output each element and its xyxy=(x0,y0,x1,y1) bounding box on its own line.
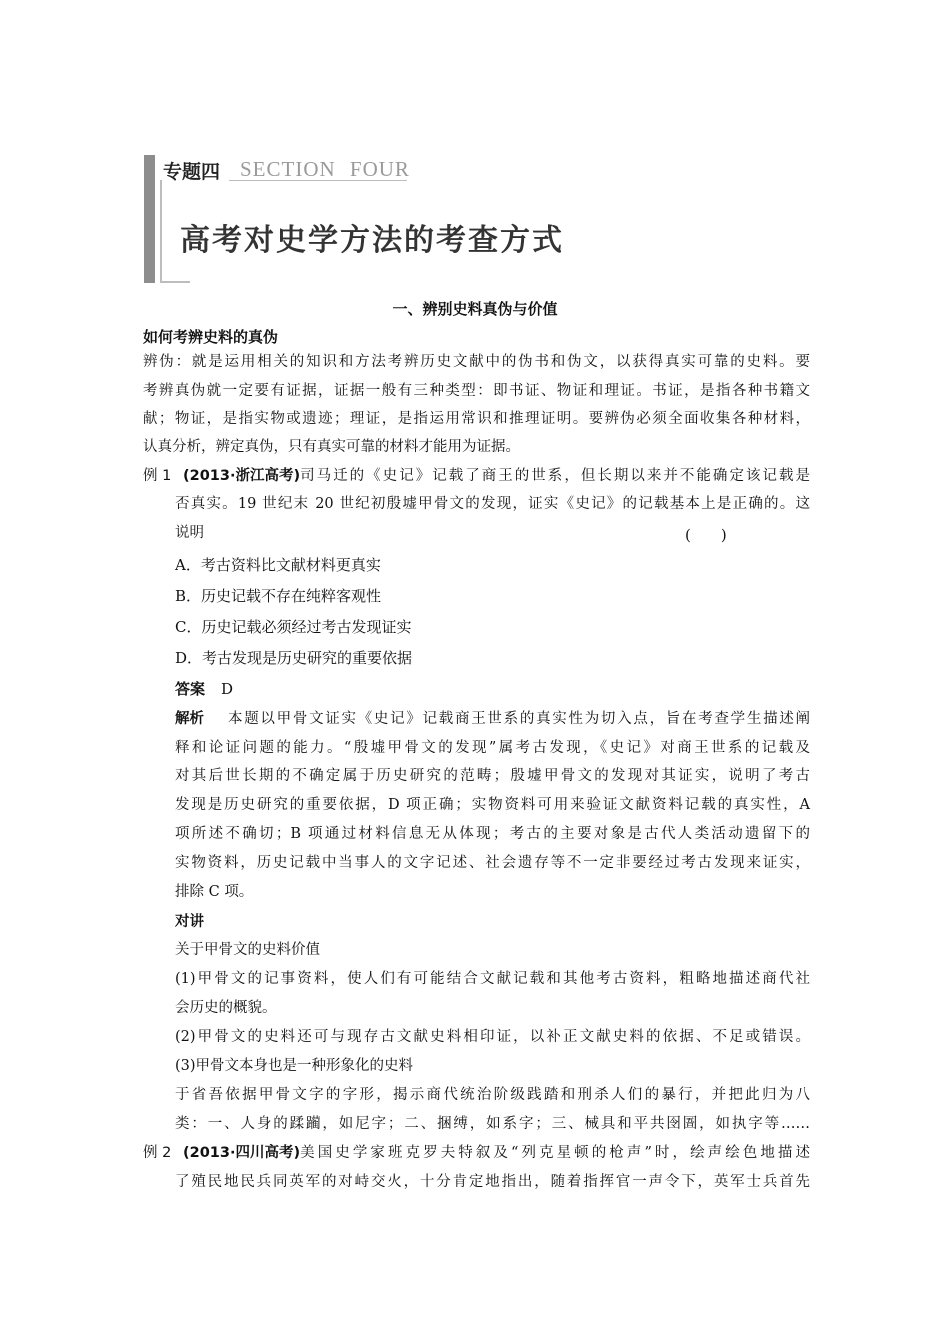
talk-label: 对讲 xyxy=(175,914,204,930)
talk-line: (1)甲骨文的记事资料，使人们有可能结合文献记载和其他考古资料，粗略地描述商代社 xyxy=(175,971,810,987)
talk-line: (3)甲骨文本身也是一种形象化的史料 xyxy=(175,1058,414,1074)
option-d: D．考古发现是历史研究的重要依据 xyxy=(175,649,413,667)
analysis-line: 对其后世长期的不确定属于历史研究的范畴；殷墟甲骨文的发现对其证实，说明了考古 xyxy=(175,768,810,784)
talk-line: 于省吾依据甲骨文字的字形，揭示商代统治阶级践踏和刑杀人们的暴行，并把此归为八 xyxy=(175,1087,810,1103)
page-title: 高考对史学方法的考查方式 xyxy=(180,223,564,258)
analysis-line: 实物资料，历史记载中当事人的文字记述、社会遗存等不一定非要经过考古发现来证实， xyxy=(175,855,810,871)
example-line: 了殖民地民兵同英军的对峙交火，十分肯定地指出，随着指挥官一声令下，英军士兵首先 xyxy=(175,1174,810,1190)
option-a: A．考古资料比文献材料更真实 xyxy=(175,556,381,574)
example-source: (2013·四川高考) xyxy=(183,1145,301,1161)
talk-line: 类：一、人身的蹂躏，如尼字；二、捆缚，如系字；三、械具和平共囹圄，如执字等…… xyxy=(175,1116,810,1132)
talk-line: 会历史的概貌。 xyxy=(175,1000,277,1016)
analysis-line: 项所述不确切；B 项通过材料信息无从体现；考古的主要对象是古代人类活动遗留下的 xyxy=(175,826,810,842)
talk-line: 关于甲骨文的史料价值 xyxy=(175,942,320,958)
example-number: 例 2 xyxy=(143,1145,172,1161)
example-line: 否真实。19 世纪末 20 世纪初殷墟甲骨文的发现，证实《史记》的记载基本上是正确的。这 xyxy=(175,496,810,512)
intro-line: 献；物证，是指实物或遗迹；理证，是指运用常识和推理证明。要辨伪必须全面收集各种材料， xyxy=(143,411,810,427)
example-label xyxy=(143,1145,171,1162)
header-frame-line-bottom xyxy=(160,281,190,283)
sub-heading: 如何考辨史料的真伪 xyxy=(143,328,279,346)
example-source: (2013·浙江高考) xyxy=(183,468,301,484)
option-c: C．历史记载必须经过考古发现证实 xyxy=(175,618,412,636)
answer-value: D xyxy=(221,680,234,698)
example-line: 说明 xyxy=(175,525,204,541)
header-accent-bar xyxy=(144,155,155,283)
analysis-label: 解析 xyxy=(175,711,204,727)
section-label-english: SECTION FOUR xyxy=(240,157,410,181)
intro-line: 考辨真伪就一定要有证据，证据一般有三种类型：即书证、物证和理证。书证，是指各种书籍文 xyxy=(143,383,810,399)
example-stem-text: 美国史学家班克罗夫特叙及“列克星顿的枪声”时，绘声绘色地描述 xyxy=(300,1145,810,1161)
example-number: 例 1 xyxy=(143,468,172,484)
section-heading: 一、辨别史料真伪与价值 xyxy=(392,300,558,318)
analysis-line: 本题以甲骨文证实《史记》记载商王世系的真实性为切入点，旨在考查学生描述阐 xyxy=(228,711,810,727)
intro-line: 认真分析，辨定真伪，只有真实可靠的材料才能用为证据。 xyxy=(143,439,520,455)
header-frame-line xyxy=(160,180,162,283)
analysis-line: 释和论证问题的能力。“殷墟甲骨文的发现”属考古发现，《史记》对商王世系的记载及 xyxy=(175,740,810,756)
answer-blank: ( ) xyxy=(685,526,727,544)
intro-line: 辨伪：就是运用相关的知识和方法考辨历史文献中的伪书和伪文，以获得真实可靠的史料。要 xyxy=(143,354,810,370)
example-stem-text: 司马迁的《史记》记载了商王的世系，但长期以来并不能确定该记载是 xyxy=(300,468,810,484)
analysis-line: 发现是历史研究的重要依据，D 项正确；实物资料可用来验证文献资料记载的真实性，A xyxy=(175,797,810,813)
example-label xyxy=(143,468,171,485)
answer-row xyxy=(175,680,233,698)
option-b: B．历史记载不存在纯粹客观性 xyxy=(175,587,382,605)
talk-line: (2)甲骨文的史料还可与现存古文献史料相印证，以补正文献史料的依据、不足或错误。 xyxy=(175,1029,810,1045)
example-line xyxy=(183,468,810,485)
topic-label: 专题四 xyxy=(163,161,221,183)
example-line xyxy=(183,1145,810,1162)
analysis-line: 排除 C 项。 xyxy=(175,884,254,900)
answer-label: 答案 xyxy=(175,680,206,698)
